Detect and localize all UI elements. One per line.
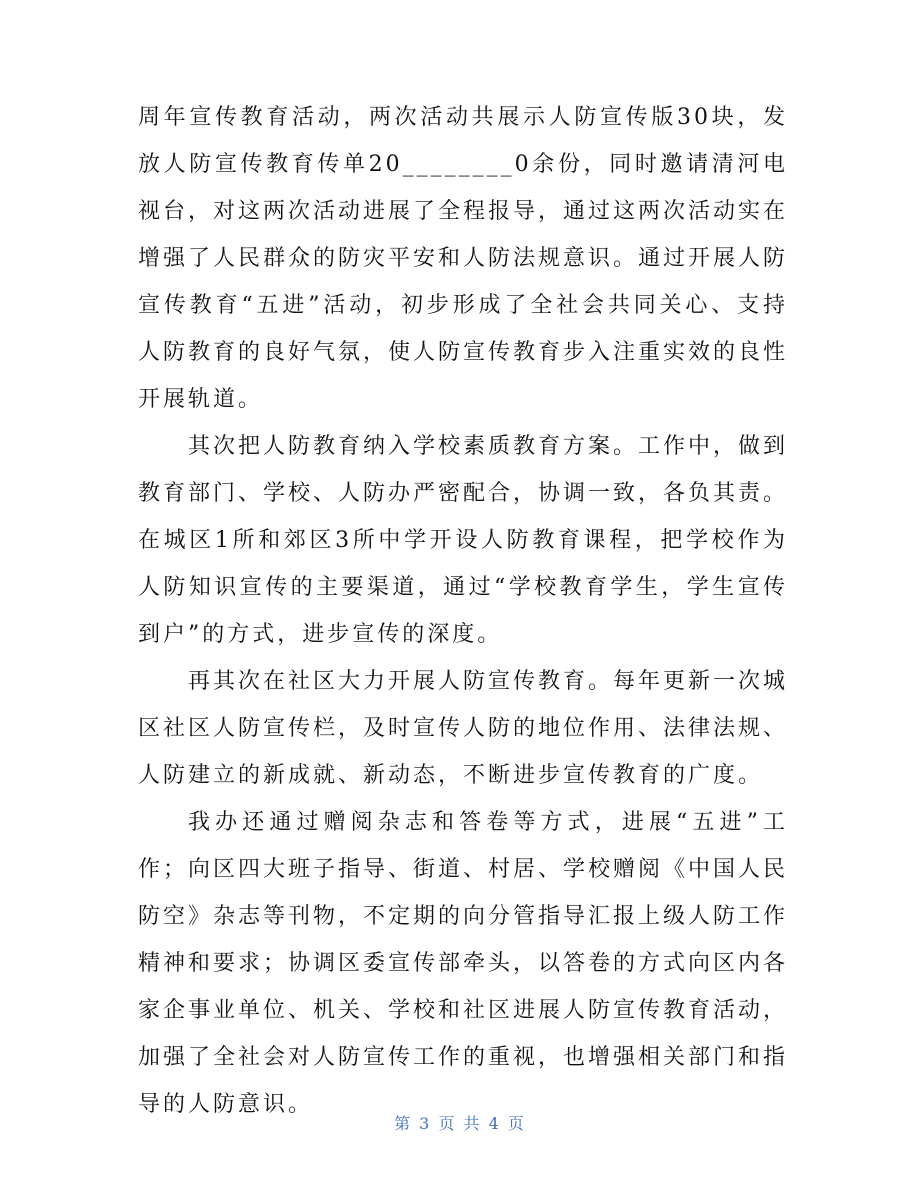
- paragraph-continuation: 周年宣传教育活动，两次活动共展示人防宣传版30块，发放人防宣传教育传单20________0余份，同时邀请清河电视台，对这两次活动进展了全程报导，通过这两次活动实在增强了人民群众的防灾平安和人防法规意识。通过开展人防宣传教育“五进”活动，初步形成了全社会共同关心、支持人防教育的良好气氛，使人防宣传教育步入注重实效的良性开展轨道。: [138, 105, 789, 412]
- page-number-footer: 第 3 页 共 4 页: [394, 1114, 526, 1133]
- paragraph-magazine-survey: 我办还通过赠阅杂志和答卷等方式，进展“五进”工作；向区四大班子指导、街道、村居、学校赠阅《中国人民防空》杂志等刊物，不定期的向分管指导汇报上级人防工作精神和要求；协调区委宣传部牵头，以答卷的方式向区内各家企事业单位、机关、学校和社区进展人防宣传教育活动，加强了全社会对人防宣传工作的重视，也增强相关部门和指导的人防意识。: [138, 810, 789, 1117]
- document-body: [138, 94, 788, 1128]
- paragraph-school-education: 其次把人防教育纳入学校素质教育方案。工作中，做到教育部门、学校、人防办严密配合，协调一致，各负其责。在城区1所和郊区3所中学开设人防教育课程，把学校作为人防知识宣传的主要渠道，通过“学校教育学生，学生宣传到户”的方式，进步宣传的深度。: [138, 434, 789, 647]
- paragraph-community-education: 再其次在社区大力开展人防宣传教育。每年更新一次城区社区人防宣传栏，及时宣传人防的地位作用、法律法规、人防建立的新成就、新动态，不断进步宣传教育的广度。: [138, 669, 789, 788]
